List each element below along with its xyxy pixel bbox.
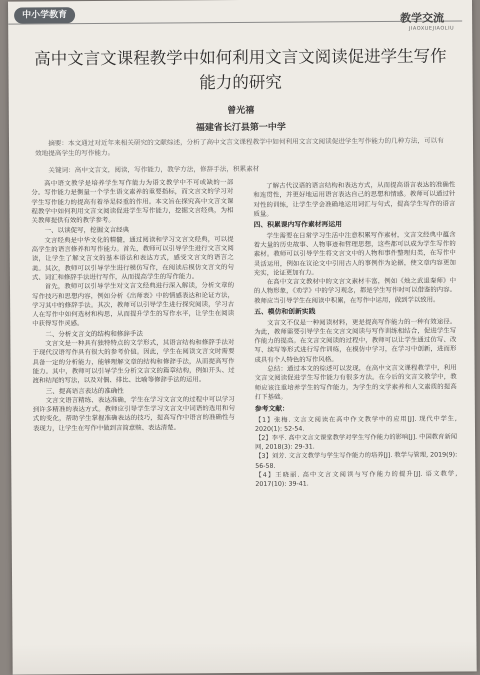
abstract: 摘要：本文通过对近年来相关研究的文献综述，分析了高中文言文课程教学中如何利用文言文阅读促进学生写作能力的几种方法，可以有效地提高学生的写作能力。 [35,136,444,158]
left-column [31,178,236,664]
paragraph: 文言文是一种具有独特特点的文学形式，其语言结构和修辞手法对于现代汉语写作具有很大的参考价值。因此，学生在阅读文言文时需要具备一定的分析能力，能够理解文章的结构和修辞手法，从而提高写作能力。其中，教师可以引导学生分析文言文的篇章结构，例如开头、过渡和结尾的写法，以及对偶、排比、比喻等修辞手法的运用。 [32,338,235,385]
paragraph: 了解古代汉语的语言结构和表达方式，从而提高语言表达的准确性和连贯性，并更好地运用语言表达自己的思想和情感。教师可以通过针对性的训练，让学生学会准确地运用词汇与句式，提高学生写作的语言质量。 [253,180,456,218]
reference-item: 【1】张梅. 文言文阅读在高中作文教学中的应用[J]. 现代中学生, 2020(1): 52-54. [254,415,457,433]
paragraph: 高中语文教学是培养学生写作能力为语文教学中不可或缺的一部分。写作能力是衡量一个学生语文素养的重要指标，而文言文的学习对学生写作能力的提高有着举足轻重的作用。本文旨在探究高中文言文课程教学中如何利用文言文阅读促进学生写作能力，挖掘文言经典，为相关教师提供有效的教学参考。 [31,178,234,225]
paper-shading [12,641,476,674]
paragraph: 文言文语言精练、表达准确，学生在学习文言文的过程中可以学习到许多精准的表达方式。教师应引导学生学习文言文中词语的选用和句式的变化，帮助学生掌握准确表达的技巧，提高写作中语言的准确性与表现力，让学生在写作中做到言简意赅、表达清楚。 [32,394,235,433]
page-header [8,3,472,32]
right-column [253,181,458,667]
author-organization: 福建省长汀县第一中学 [195,122,286,134]
section-title: 教学交流 [400,11,445,25]
section-heading: 五、模仿和创新实践 [254,307,316,316]
section-heading: 三、提高语言表达的准确性 [45,386,124,395]
paragraph: 首先，教师可以引导学生对文言文经典进行深入解读，分析文章的写作技巧和思想内容，例如分析《出师表》中的情感表达和论证方法，学习其中的修辞手法。其次，教师可以引导学生进行探究阅读，学习古人在写作中如何选材和构思，从而提升学生的写作水平，让学生在阅读中获得写作灵感。 [32,281,235,328]
section-heading: 一、以读促写，挖掘文言经典 [44,226,130,235]
journal-badge: 中小学教育 [14,7,75,23]
references-heading: 参考文献： [254,404,289,414]
paragraph: 文言文不仅是一种阅读材料，更是提高写作能力的一种有效途径。为此，教师需要引导学生在文言文阅读与写作训练相结合，促进学生写作能力的提高。在文言文阅读的过程中，教师可以让学生通过仿写、改写、续写等形式进行写作训练，在模仿中学习，在学习中创新，进而形成具有个人特色的写作风格。 [254,317,457,364]
paragraph: 在高中文言文教材中的文言文素材丰富，例如《烛之武退秦师》中的人物形象，《劝学》中的学习观念，都是学生写作时可以借鉴的内容。教师应当引导学生在阅读中积累，在写作中运用，做到学以致用。 [254,276,457,305]
reference-item: 【2】李平. 高中文言文课堂教学对学生写作能力的影响[J]. 中国教育新闻网, 2018(3): 29-31. [255,433,458,452]
section-pinyin: JIAOXUEJIAOLIU [408,25,455,32]
header-rule [8,20,462,24]
keywords: 关键词：高中文言文，阅读，写作能力，教学方法，修辞手法，积累素材 [48,164,260,175]
reference-item: 【3】刘芳. 文言文教学与学生写作能力的培养[J]. 教学与管理, 2019(9): 56-58. [255,451,458,470]
section-heading: 二、分析文言文的结构和修辞手法 [45,329,143,339]
paragraph: 学生需要在日常学习生活中注意积累写作素材，文言文经典中蕴含着大量的历史故事、人物事迹和哲理思想，这些都可以成为学生写作的素材。教师可以引导学生将文言文中的人物和事件整理归类，在写作中灵活运用，例如在议论文中引用古人的事例作为论据，使文章内容更加充实，论证更加有力。 [253,230,456,277]
conclusion-paragraph: 总结：通过本文的综述可以发现，在高中文言文课程教学中，利用文言文阅读促进学生写作能力有很多方法。在今后的文言文教学中，教师应该注重培养学生的写作能力，为学生的文学素养和人文素质的提高打下基础。 [254,363,457,401]
reference-item: 【4】王晓丽. 高中文言文阅读与写作能力的提升[J]. 语文教学, 2017(10): 39-41. [255,470,458,488]
article-title: 高中文言文课程教学中如何利用文言文阅读促进学生写作能力的研究 [34,46,447,93]
section-heading: 四、积累课内写作素材再运用 [253,220,342,230]
paragraph: 文言经典是中华文化的精髓，通过阅读和学习文言文经典，可以提高学生的语言修养和写作能力。首先，教师可以引导学生进行文言文阅读，让学生了解文言文的基本语法和表达方式，感受文言文的语言之美。其次，教师可以引导学生进行模仿写作，在阅读后模仿文言文的句式、词汇和修辞手法进行写作，从而提高学生的写作能力。 [31,234,234,282]
article-author: 曾光禧 [227,105,255,117]
journal-page [8,0,477,675]
